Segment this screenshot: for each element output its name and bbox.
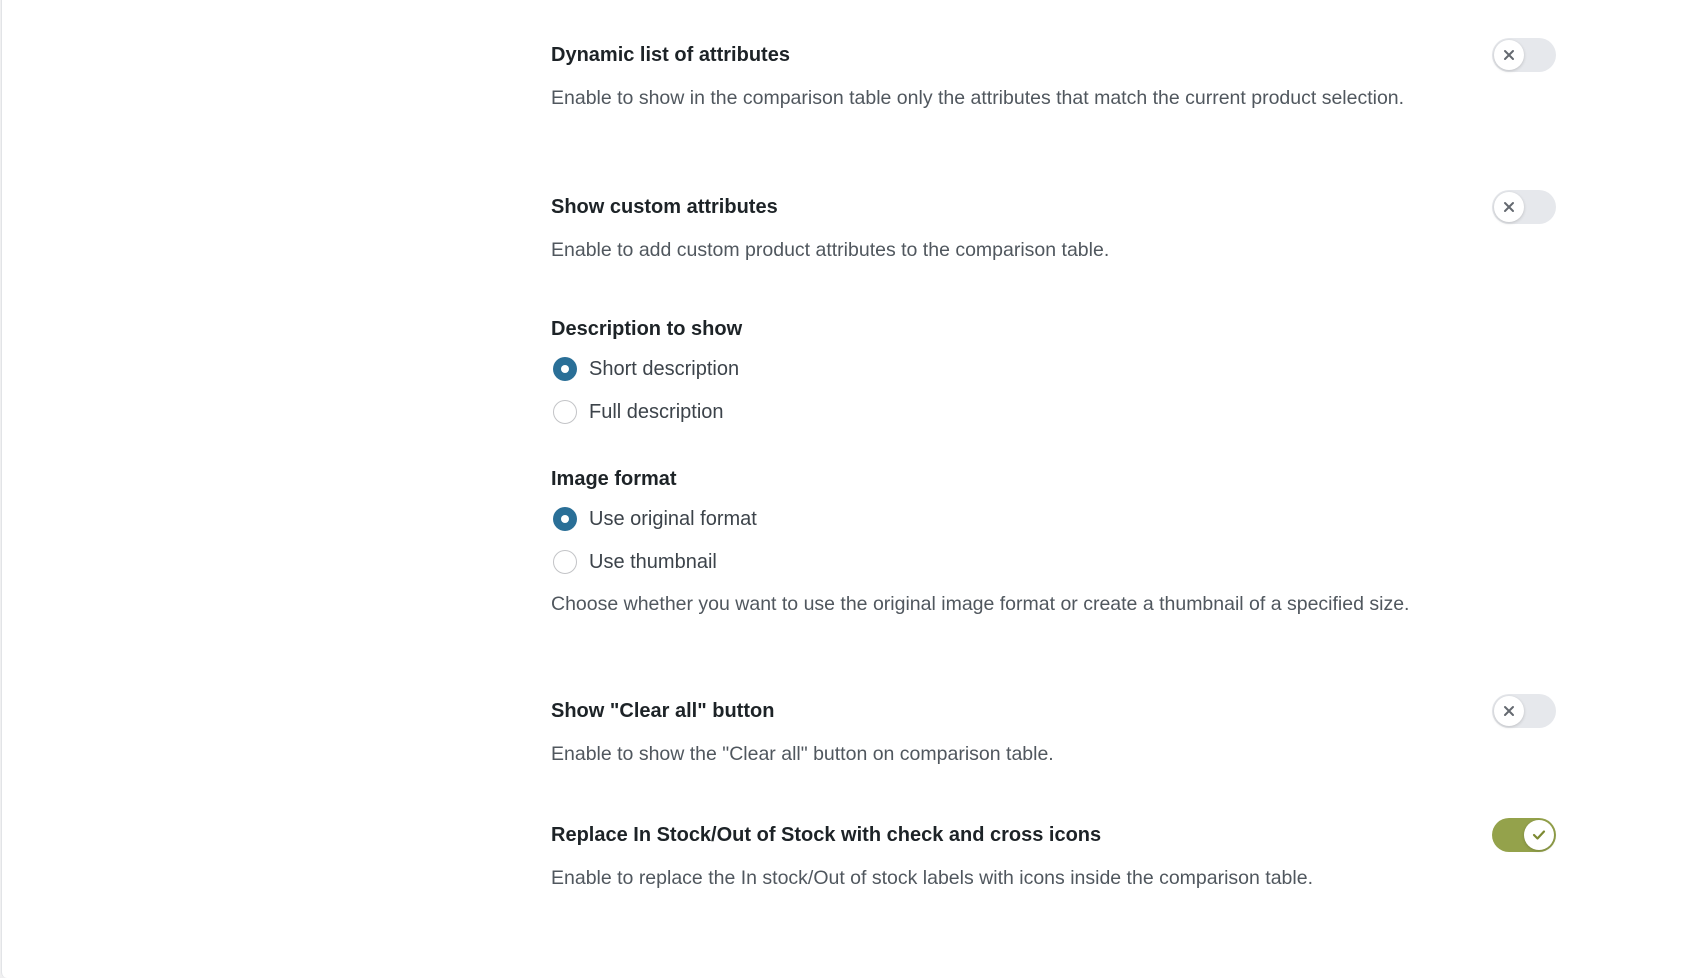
check-icon <box>1532 829 1546 841</box>
stock-icons-toggle[interactable] <box>1492 818 1556 852</box>
setting-stock-icons <box>551 822 1431 892</box>
custom-attributes-toggle[interactable] <box>1492 190 1556 224</box>
image-format-help <box>551 590 1431 618</box>
close-icon <box>1503 705 1515 717</box>
setting-image-format <box>551 466 677 492</box>
setting-title: Description to show <box>551 318 743 340</box>
setting-description: Enable to add custom product attributes to the comparison table. <box>551 239 1110 261</box>
radio-button[interactable] <box>553 357 577 381</box>
setting-custom-attributes <box>551 194 1431 264</box>
settings-panel <box>1 0 1692 978</box>
close-icon <box>1503 49 1515 61</box>
dynamic-attributes-toggle[interactable] <box>1492 38 1556 72</box>
setting-clear-all-button <box>551 698 1431 768</box>
radio-label: Use original format <box>589 508 757 530</box>
setting-title: Image format <box>551 468 677 490</box>
radio-use-thumbnail[interactable] <box>553 549 717 575</box>
radio-button[interactable] <box>553 507 577 531</box>
radio-label: Use thumbnail <box>589 551 717 573</box>
radio-use-original-format[interactable] <box>553 506 757 532</box>
clear-all-toggle[interactable] <box>1492 694 1556 728</box>
radio-full-description[interactable] <box>553 399 724 425</box>
setting-description: Enable to replace the In stock/Out of stock labels with icons inside the comparison table. <box>551 867 1313 889</box>
setting-title: Show "Clear all" button <box>551 700 775 722</box>
setting-dynamic-attributes <box>551 42 1431 112</box>
radio-label: Full description <box>589 401 724 423</box>
setting-title: Replace In Stock/Out of Stock with check and cross icons <box>551 824 1102 846</box>
toggle-knob <box>1494 192 1524 222</box>
radio-button[interactable] <box>553 550 577 574</box>
setting-description: Enable to show the "Clear all" button on comparison table. <box>551 743 1054 765</box>
setting-description-to-show <box>551 316 742 342</box>
radio-label: Short description <box>589 358 740 380</box>
toggle-knob <box>1524 820 1554 850</box>
radio-short-description[interactable] <box>553 356 739 382</box>
setting-description: Enable to show in the comparison table only the attributes that match the current product selection. <box>551 87 1405 109</box>
toggle-knob <box>1494 696 1524 726</box>
toggle-knob <box>1494 40 1524 70</box>
setting-title: Dynamic list of attributes <box>551 44 790 66</box>
setting-title: Show custom attributes <box>551 196 778 218</box>
close-icon <box>1503 201 1515 213</box>
setting-description: Choose whether you want to use the original image format or create a thumbnail of a specified size. <box>551 593 1410 615</box>
radio-button[interactable] <box>553 400 577 424</box>
